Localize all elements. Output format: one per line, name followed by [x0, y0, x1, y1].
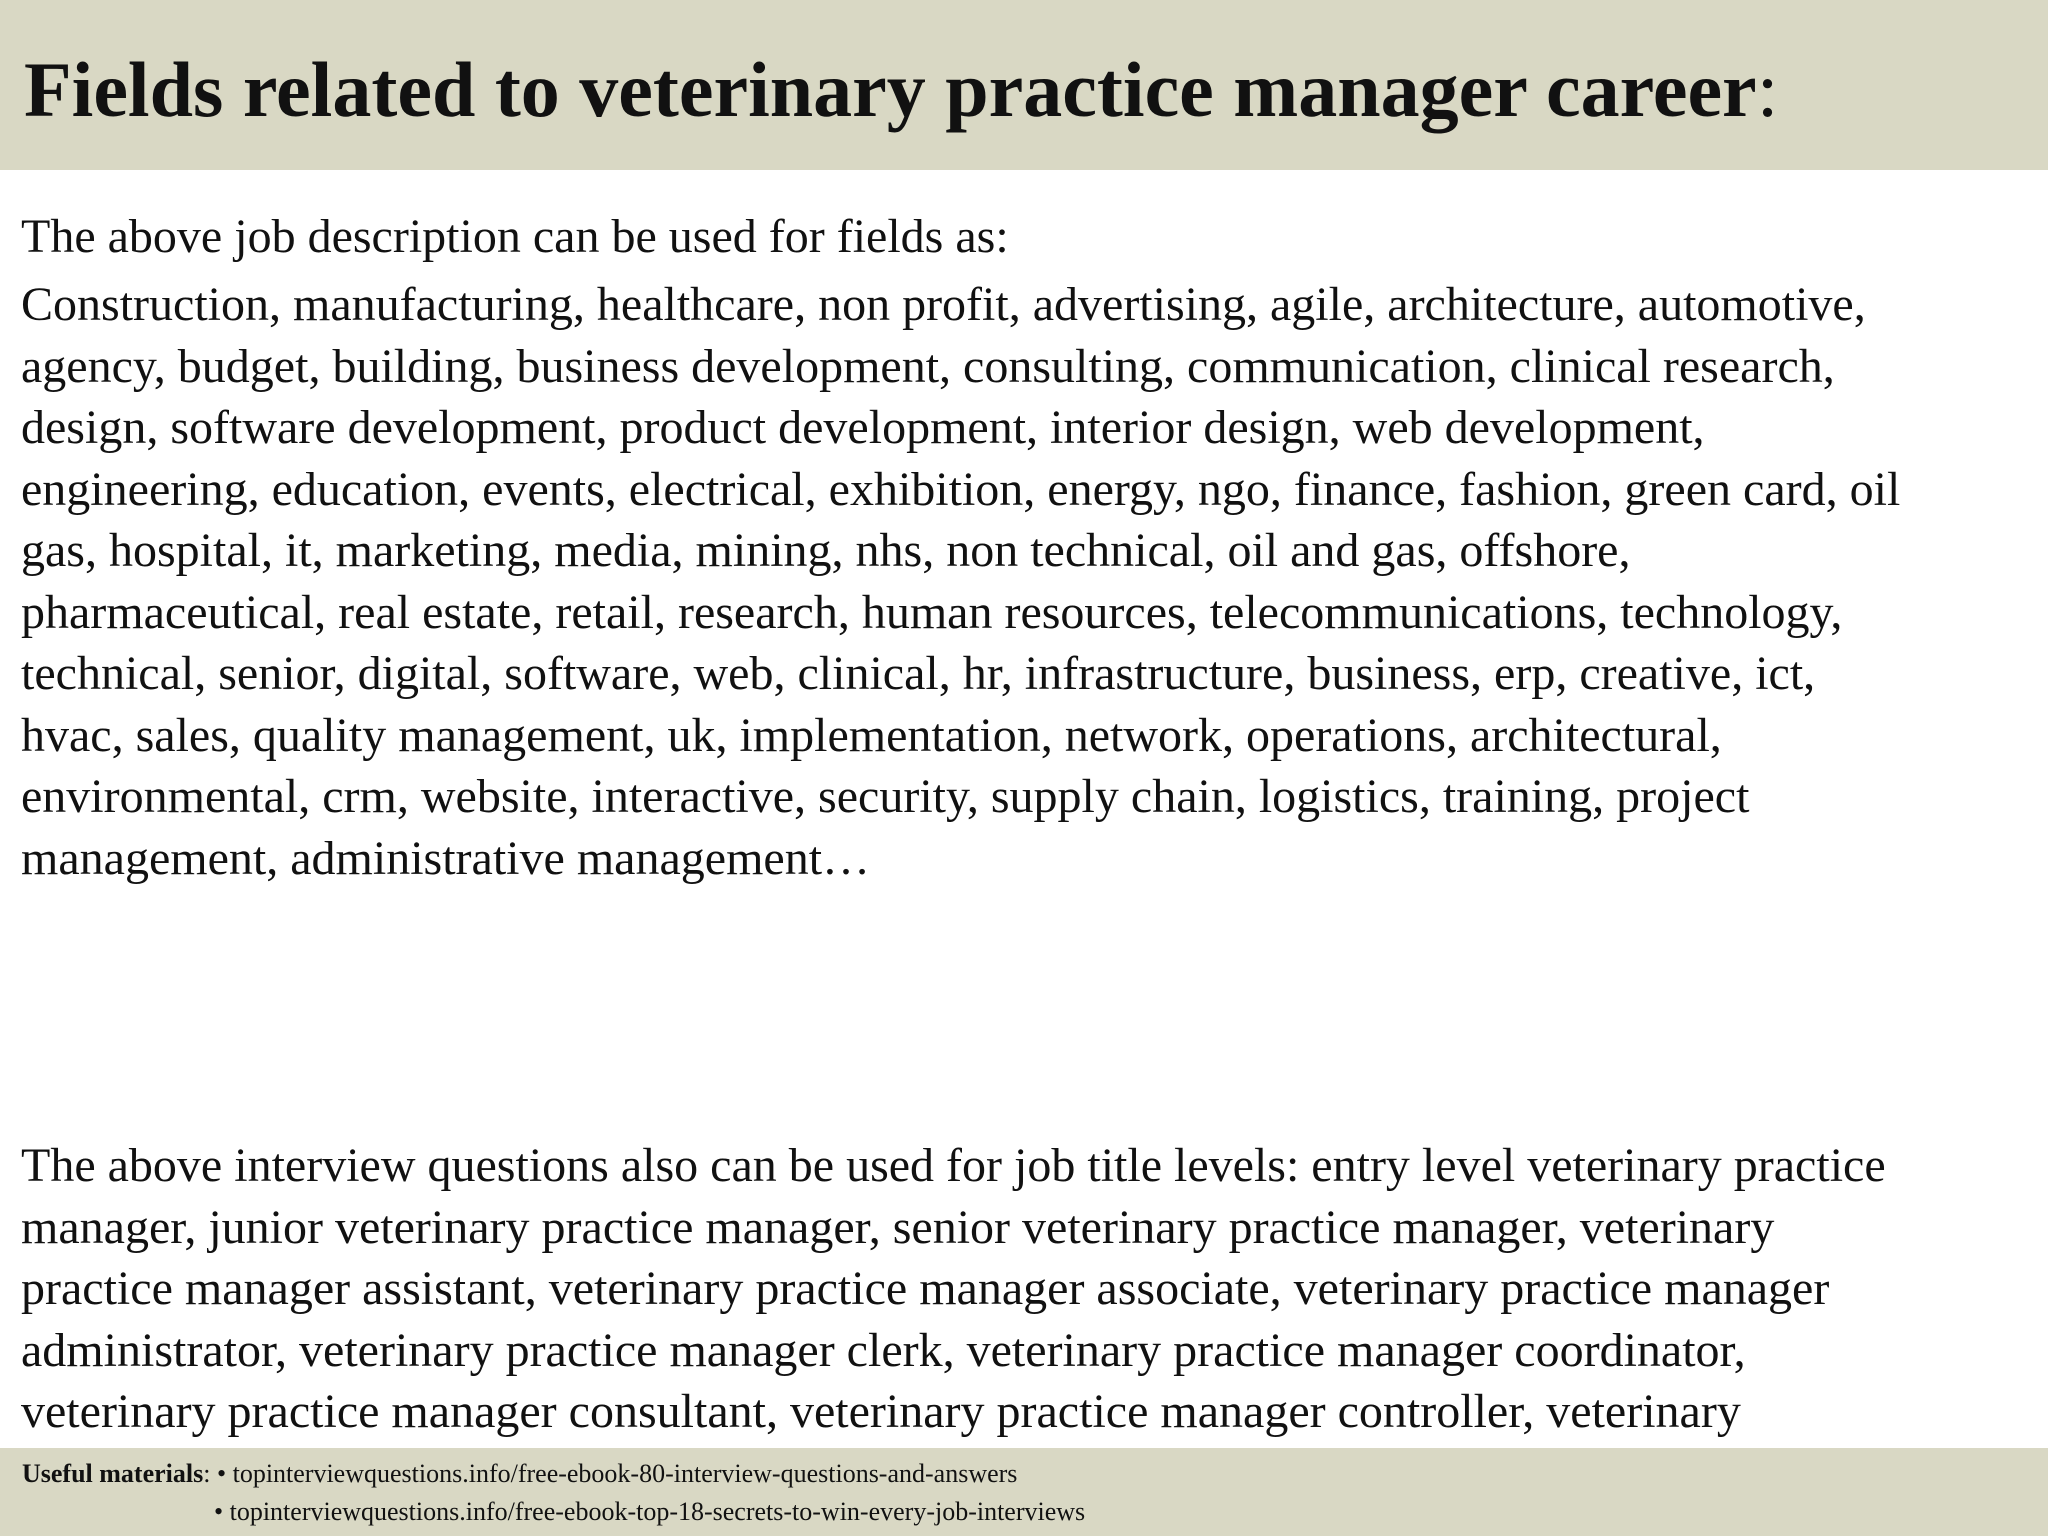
levels-line: practice manager assistant, veterinary practice manager associate, veterinary practice manager: [21, 1262, 1830, 1315]
fields-line: management, administrative management…: [21, 831, 871, 885]
useful-link-1[interactable]: topinterviewquestions.info/free-ebook-80-interview-questions-and-answers: [232, 1459, 1018, 1488]
slide-title-colon: :: [1756, 46, 1779, 133]
fields-line: pharmaceutical, real estate, retail, research, human resources, telecommunications, technology,: [21, 585, 1843, 639]
fields-paragraph: [21, 274, 2031, 889]
useful-materials-label: Useful materials: [22, 1459, 204, 1488]
fields-line: design, software development, product development, interior design, web development,: [21, 401, 1705, 454]
fields-line: Construction, manufacturing, healthcare, non profit, advertising, agile, architecture, automotive,: [21, 278, 1866, 331]
levels-line: manager, junior veterinary practice manager, senior veterinary practice manager, veterinary: [21, 1200, 1775, 1254]
footer-band: [0, 1448, 2048, 1536]
bullet: •: [214, 1497, 230, 1526]
fields-line: agency, budget, building, business development, consulting, communication, clinical research,: [21, 339, 1835, 393]
label-separator: :: [203, 1459, 217, 1488]
title-band: [0, 0, 2048, 170]
levels-line: The above interview questions also can be used for job title levels: entry level veterinary practice: [21, 1139, 1886, 1192]
fields-line: hvac, sales, quality management, uk, implementation, network, operations, architectural,: [21, 708, 1722, 762]
fields-line: technical, senior, digital, software, web, clinical, hr, infrastructure, business, erp, creative, ict,: [21, 647, 1816, 700]
slide-content: [21, 170, 2031, 1448]
fields-line: environmental, crm, website, interactive, security, supply chain, logistics, training, project: [21, 770, 1750, 823]
useful-materials-row: [22, 1456, 1017, 1492]
levels-paragraph: [21, 1135, 2031, 1448]
fields-line: engineering, education, events, electrical, exhibition, energy, ngo, finance, fashion, green card, oil: [21, 462, 1901, 516]
slide-title: [24, 42, 1778, 138]
fields-line: gas, hospital, it, marketing, media, mining, nhs, non technical, oil and gas, offshore,: [21, 524, 1631, 577]
intro-text: The above job description can be used for fields as:: [21, 210, 1009, 263]
slide-title-text: Fields related to veterinary practice manager career: [24, 46, 1757, 133]
useful-link-2[interactable]: topinterviewquestions.info/free-ebook-top-18-secrets-to-win-every-job-interviews: [229, 1497, 1086, 1526]
useful-materials-row: [214, 1494, 1085, 1530]
bullet: •: [216, 1459, 233, 1488]
levels-line: administrator, veterinary practice manager clerk, veterinary practice manager coordinator,: [21, 1323, 1746, 1377]
levels-line: veterinary practice manager consultant, veterinary practice manager controller, veterinary: [21, 1385, 1741, 1438]
